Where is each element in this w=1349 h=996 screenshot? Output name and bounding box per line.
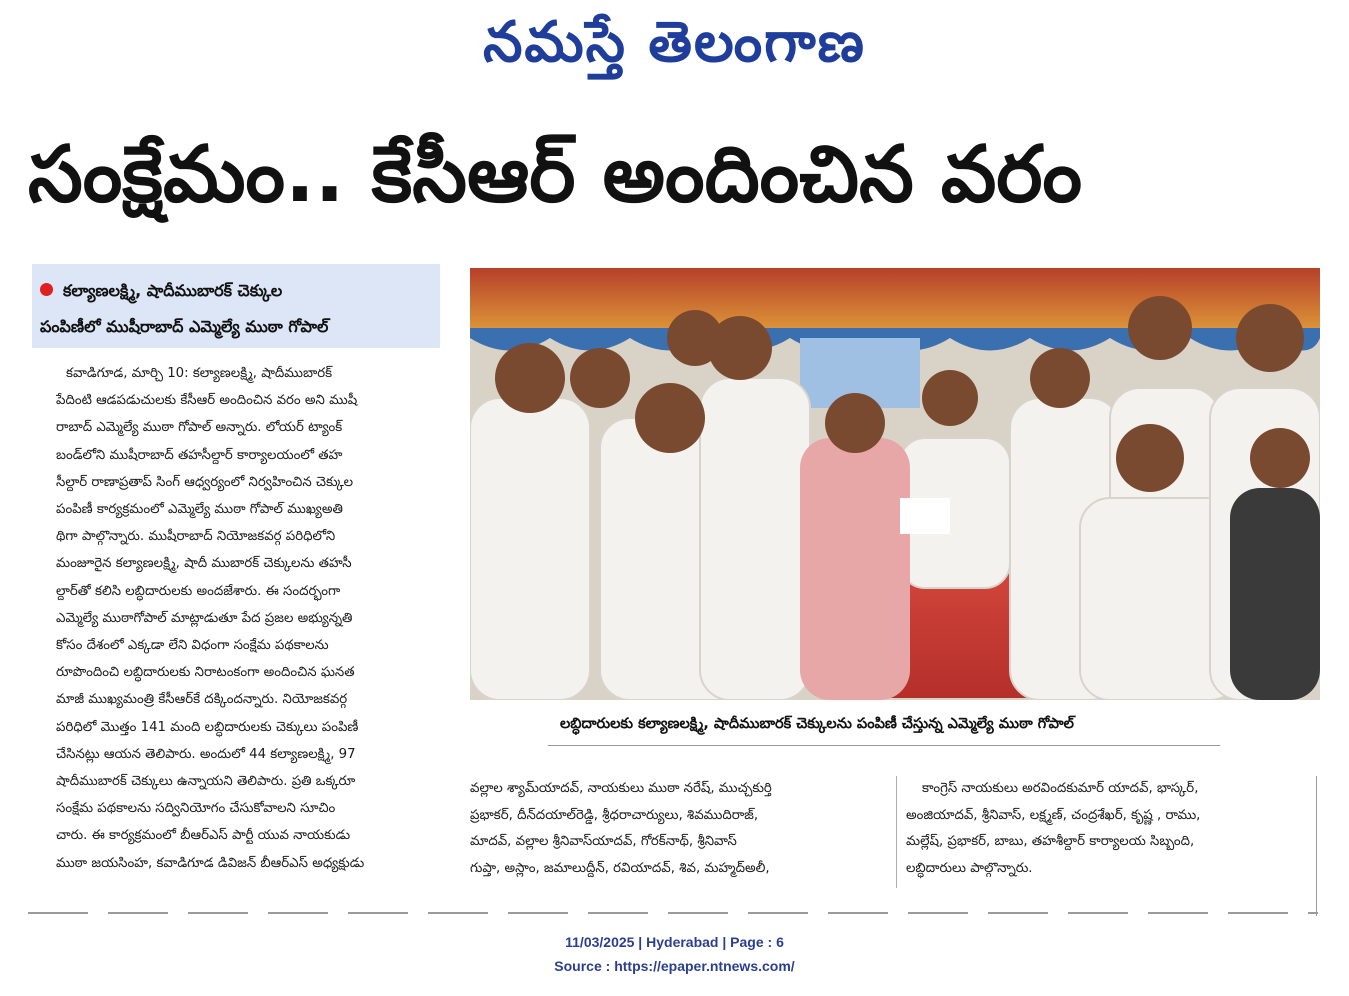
article-body-left-column [56,360,444,877]
body-text-line: థిగా పాల్గొన్నారు. ముషీరాబాద్ నియోజకవర్గ పరిధిలోని [56,529,336,545]
body-text-line: కవాడిగూడ, మార్చి 10: కల్యాణలక్ష్మి, షాదీముబారక్ [66,366,333,381]
article-body-right-column [906,776,1321,882]
page-bottom-rule [28,912,1318,914]
body-text-line: పంపిణీ కార్యక్రమంలో ఎమ్మెల్యే ముఠా గోపాల్ ముఖ్యఅతి [56,502,343,518]
body-text-line: అంజియాదవ్, శ్రీనివాస్, లక్ష్మణ్, చంద్రశేఖర్, కృష్ణ , రాము, [906,807,1201,823]
body-text-line: మాజీ ముఖ్యమంత్రి కేసీఆర్‌కే దక్కిందన్నారు. నియోజకవర్గ [56,692,348,708]
body-text-line: కాంగ్రెస్ నాయకులు అరవిందకుమార్ యాదవ్, భాస్కర్, [922,781,1199,796]
newspaper-masthead: నమస్తే తెలంగాణ [483,9,866,75]
subhead-text-1: కల్యాణలక్ష్మి, షాదీముబారక్ చెక్కుల [63,281,283,300]
body-text-line: పేదింటి ఆడపడుచులకు కేసీఆర్ అందించిన వరం అని ముషీ [56,393,358,409]
body-text-line: గుప్తా, అస్లాం, జమాలుద్దీన్, రవియాదవ్, శివ, మహ్మద్‌అలీ, [470,860,770,876]
right-edge-divider [1316,776,1317,916]
body-text-line: కోసం దేశంలో ఎక్కడా లేని విధంగా సంక్షేమ పథకాలను [56,638,329,654]
footer-source-link[interactable]: Source : https://epaper.ntnews.com/ [554,958,795,974]
body-text-line: మంజూరైన కల్యాణలక్ష్మి, షాదీ ముబారక్ చెక్కులను తహసీ [56,556,352,572]
footer-date-page: 11/03/2025 | Hyderabad | Page : 6 [565,934,784,950]
caption-divider [548,745,1220,746]
subhead-line-2: పంపిణీలో ముషీరాబాద్ ఎమ్మెల్యే ముఠా గోపాల్ [40,317,329,336]
body-text-line: వల్లాల శ్యామ్‌యాదవ్, నాయకులు ముఠా నరేష్, ముచ్చకుర్తి [470,781,772,796]
body-text-line: షాదీముబారక్ చెక్కులు ఉన్నాయని తెలిపారు. ప్రతి ఒక్కరూ [56,774,356,790]
article-body-middle-column [470,776,890,882]
body-text-line: సంక్షేమ పథకాలను సద్వినియోగం చేసుకోవాలని సూచిం [56,801,336,817]
body-text-line: మాదవ్, వల్లాల శ్రీనివాస్‌యాదవ్, గోరక్‌నాథ్, శ్రీనివాస్ [470,834,737,849]
body-text-line: ఎమ్మెల్యే ముఠాగోపాల్ మాట్లాడుతూ పేద ప్రజల అభ్యున్నతి [56,610,353,626]
body-text-line: ముఠా జయసింహ, కవాడిగూడ డివిజన్ బీఆర్‌ఎస్ అధ్యక్షుడు [56,855,365,871]
news-photo [470,268,1320,700]
body-text-line: రూపొందించి లబ్ధిదారులకు నిరాటంకంగా అందించిన ఘనత [56,665,355,681]
body-text-line: లబ్ధిదారులు పాల్గొన్నారు. [906,860,1033,876]
body-text-line: ల్దార్‌తో కలిసి లబ్ధిదారులకు అందజేశారు. ఈ సందర్భంగా [56,583,341,599]
body-text-line: పరిధిలో మొత్తం 141 మంది లబ్ధిదారులకు చెక్కులు పంపిణీ [56,719,359,735]
body-text-line: చేసినట్లు ఆయన తెలిపారు. అందులో 44 కల్యాణలక్ష్మి, 97 [56,746,356,762]
body-text-line: మల్లేష్, ప్రభాకర్, బాబు, తహశీల్దార్ కార్యాలయ సిబ్బంది, [906,834,1195,849]
column-divider [896,776,897,888]
body-text-line: రాబాద్ ఎమ్మెల్యే ముఠా గోపాల్ అన్నారు. లోయర్ ట్యాంక్ [56,420,343,436]
body-text-line: ప్రభాకర్, దీన్‌దయాల్‌రెడ్డి, శ్రీధరాచార్యులు, శివముదిరాజ్, [470,807,759,823]
photo-caption: లబ్ధిదారులకు కల్యాణలక్ష్మి, షాదీముబారక్ చెక్కులను పంపిణీ చేస్తున్న ఎమ్మెల్యే ముఠా గోపాల్ [560,716,1074,732]
body-text-line: చారు. ఈ కార్యక్రమంలో బీఆర్‌ఎస్ పార్టీ యువ నాయకుడు [56,828,351,844]
body-text-line: బండ్‌లోని ముషీరాబాద్ తహసీల్దార్ కార్యాలయంలో తహ [56,447,343,463]
body-text-line: సీల్దార్ రాణాప్రతాప్ సింగ్ ఆధ్వర్యంలో నిర్వహించిన చెక్కుల [56,474,354,490]
photo-illustration [470,268,1320,700]
article-headline: సంక్షేమం.. కేసీఆర్ అందించిన వరం [28,130,1083,220]
subhead-line-1 [40,276,282,306]
bullet-icon [40,283,53,296]
